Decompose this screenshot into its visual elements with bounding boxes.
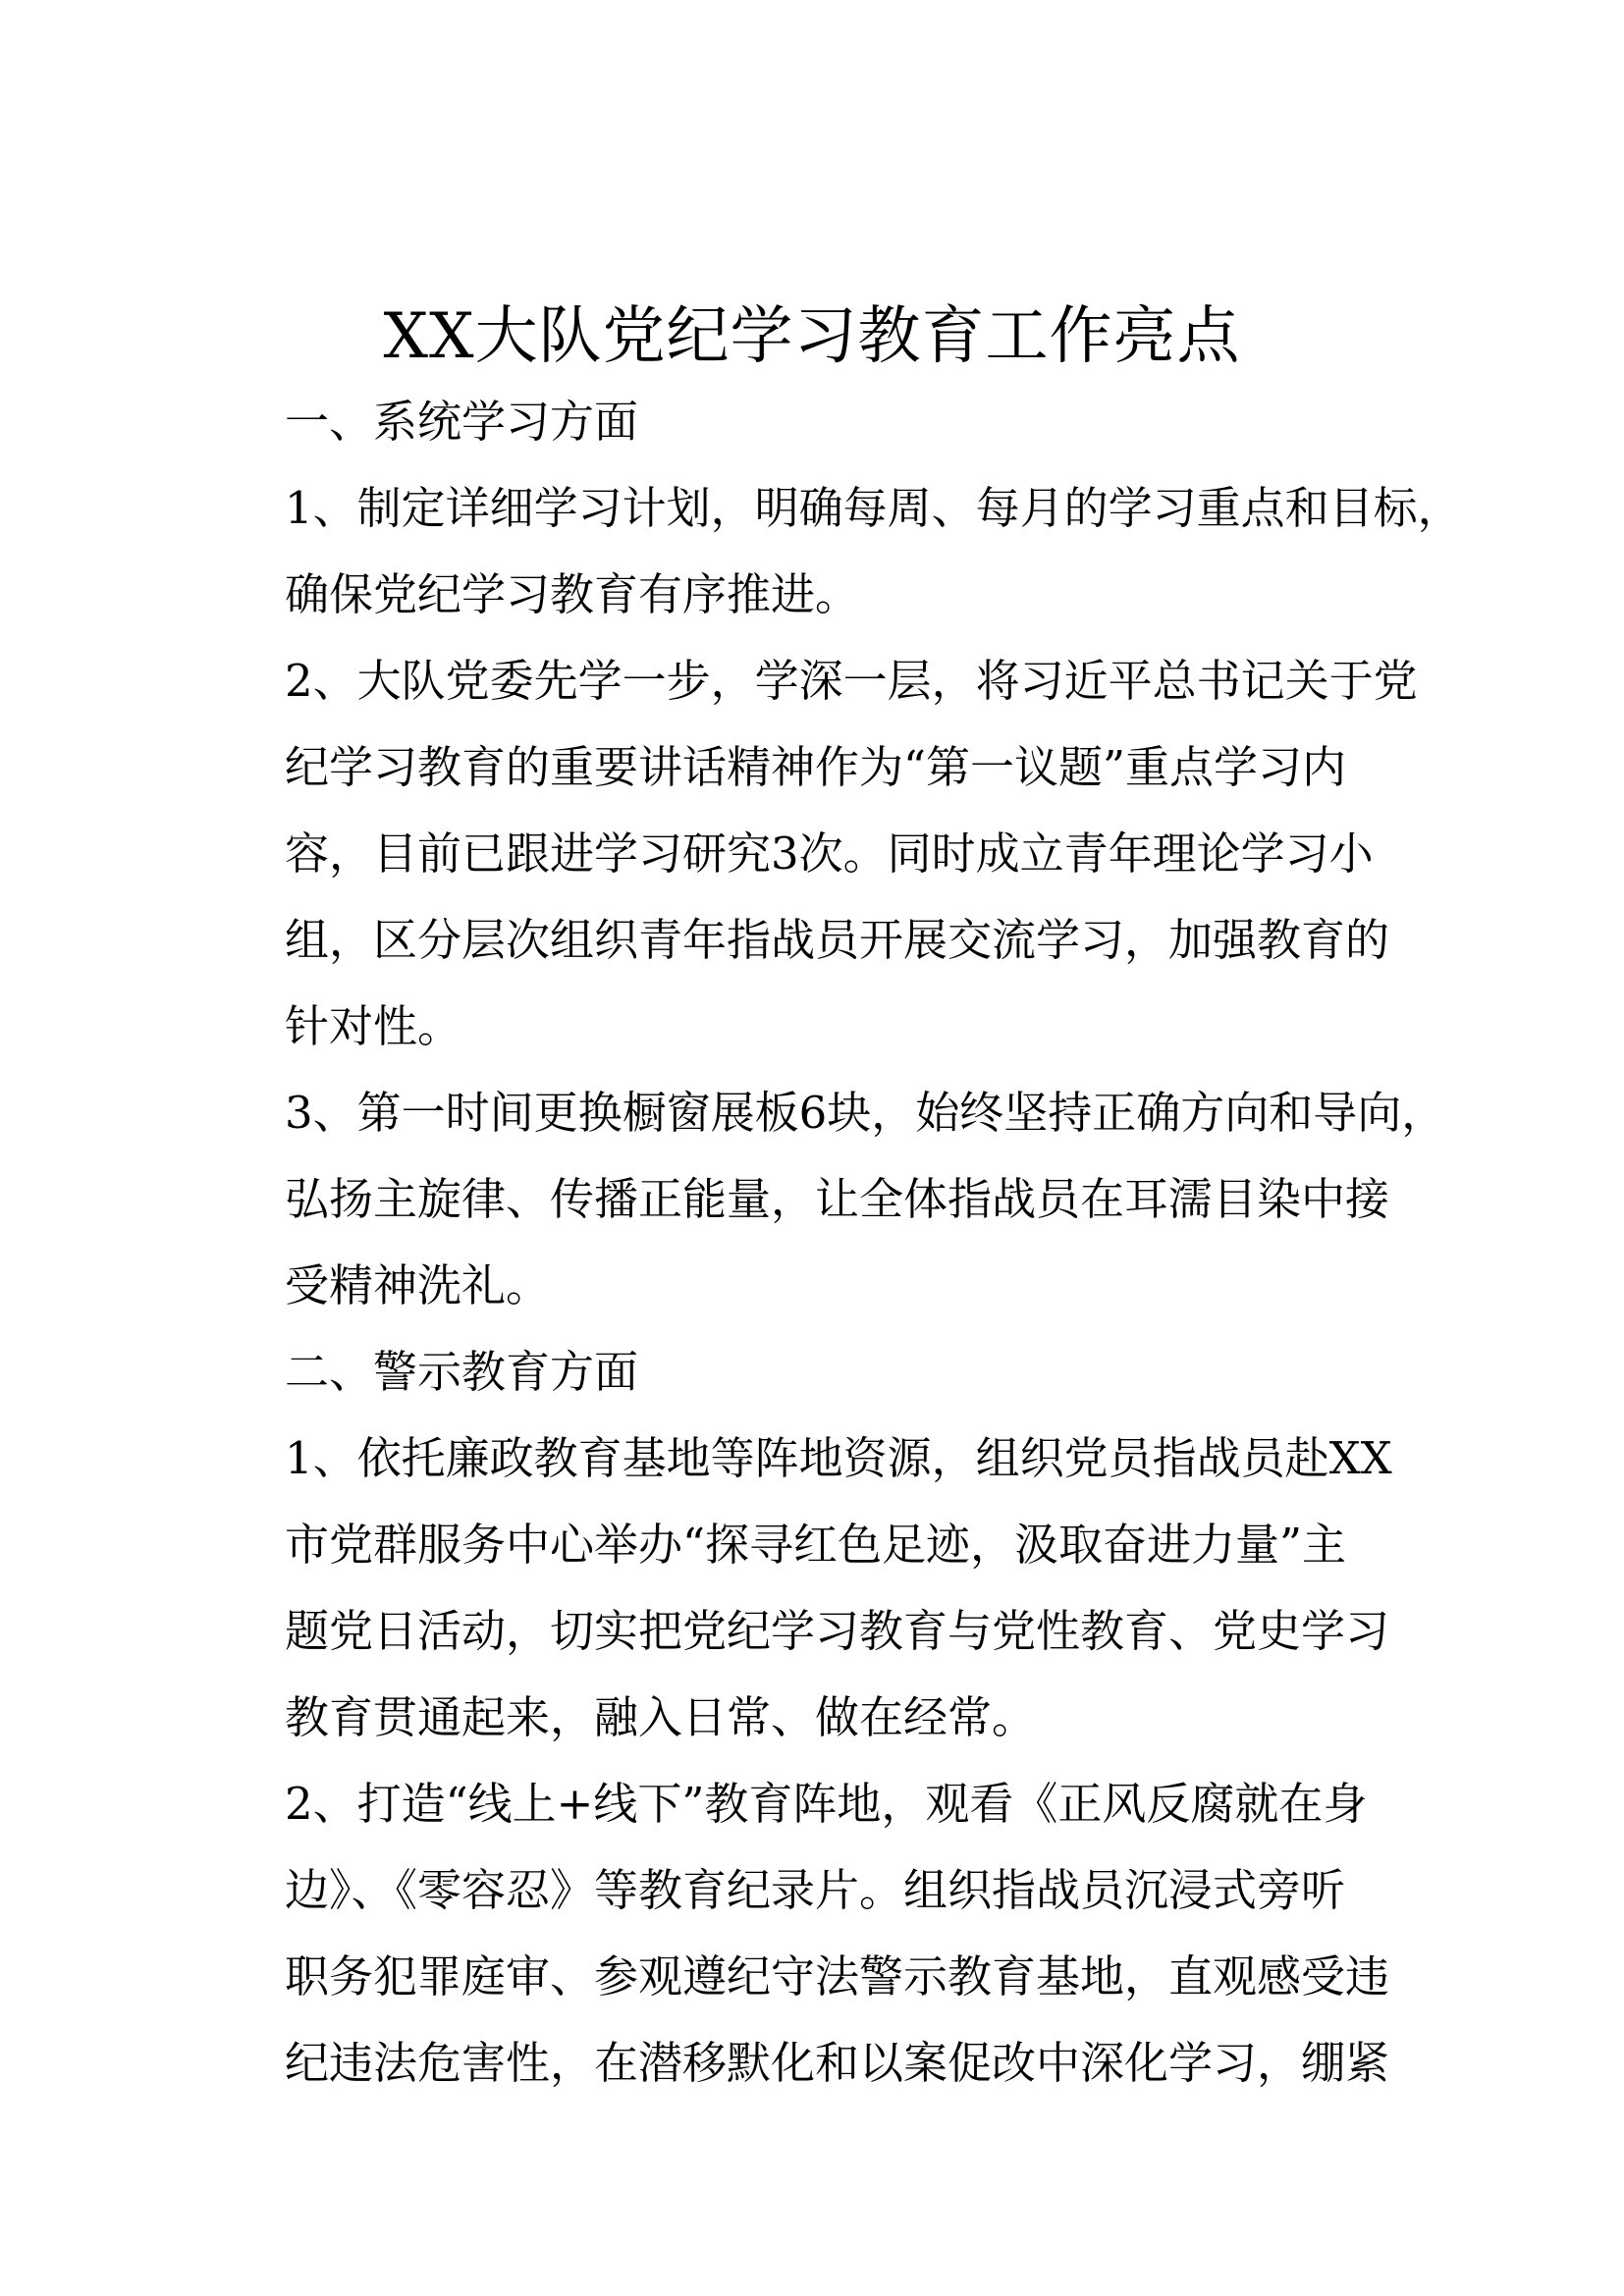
section-heading-1: 一、系统学习方面 — [285, 396, 639, 448]
body-line: 题党日活动，切实把党纪学习教育与党性教育、党史学习 — [285, 1605, 1390, 1657]
body-line: 容，目前已跟进学习研究3次。同时成立青年理论学习小 — [285, 828, 1374, 880]
body-line: 组，区分层次组织青年指战员开展交流学习，加强教育的 — [285, 914, 1390, 966]
body-line: 3、第一时间更换橱窗展板6块，始终坚持正确方向和导向， — [285, 1087, 1446, 1139]
section-heading-2: 二、警示教育方面 — [285, 1346, 639, 1398]
body-line: 2、大队党委先学一步，学深一层，将习近平总书记关于党 — [285, 655, 1418, 707]
body-line: 教育贯通起来，融入日常、做在经常。 — [285, 1691, 1037, 1743]
body-line: 受精神洗礼。 — [285, 1259, 551, 1311]
body-line: 纪学习教育的重要讲话精神作为“第一议题”重点学习内 — [285, 741, 1347, 793]
body-line: 市党群服务中心举办“探寻红色足迹，汲取奋进力量”主 — [285, 1519, 1347, 1571]
document-title: XX大队党纪学习教育工作亮点 — [383, 300, 1241, 373]
body-line: 针对性。 — [285, 1000, 462, 1052]
body-line: 2、打造“线上+线下”教育阵地，观看《正风反腐就在身 — [285, 1778, 1368, 1830]
body-line: 确保党纪学习教育有序推进。 — [285, 568, 860, 620]
body-line: 边》、《零容忍》等教育纪录片。组织指战员沉浸式旁听 — [285, 1864, 1346, 1916]
body-line: 1、依托廉政教育基地等阵地资源，组织党员指战员赴XX — [285, 1432, 1392, 1484]
body-line: 纪违法危害性，在潜移默化和以案促改中深化学习，绷紧 — [285, 2037, 1390, 2089]
body-line: 弘扬主旋律、传播正能量，让全体指战员在耳濡目染中接 — [285, 1173, 1390, 1225]
body-line: 职务犯罪庭审、参观遵纪守法警示教育基地，直观感受违 — [285, 1950, 1390, 2002]
body-line: 1、制定详细学习计划，明确每周、每月的学习重点和目标， — [285, 482, 1462, 534]
